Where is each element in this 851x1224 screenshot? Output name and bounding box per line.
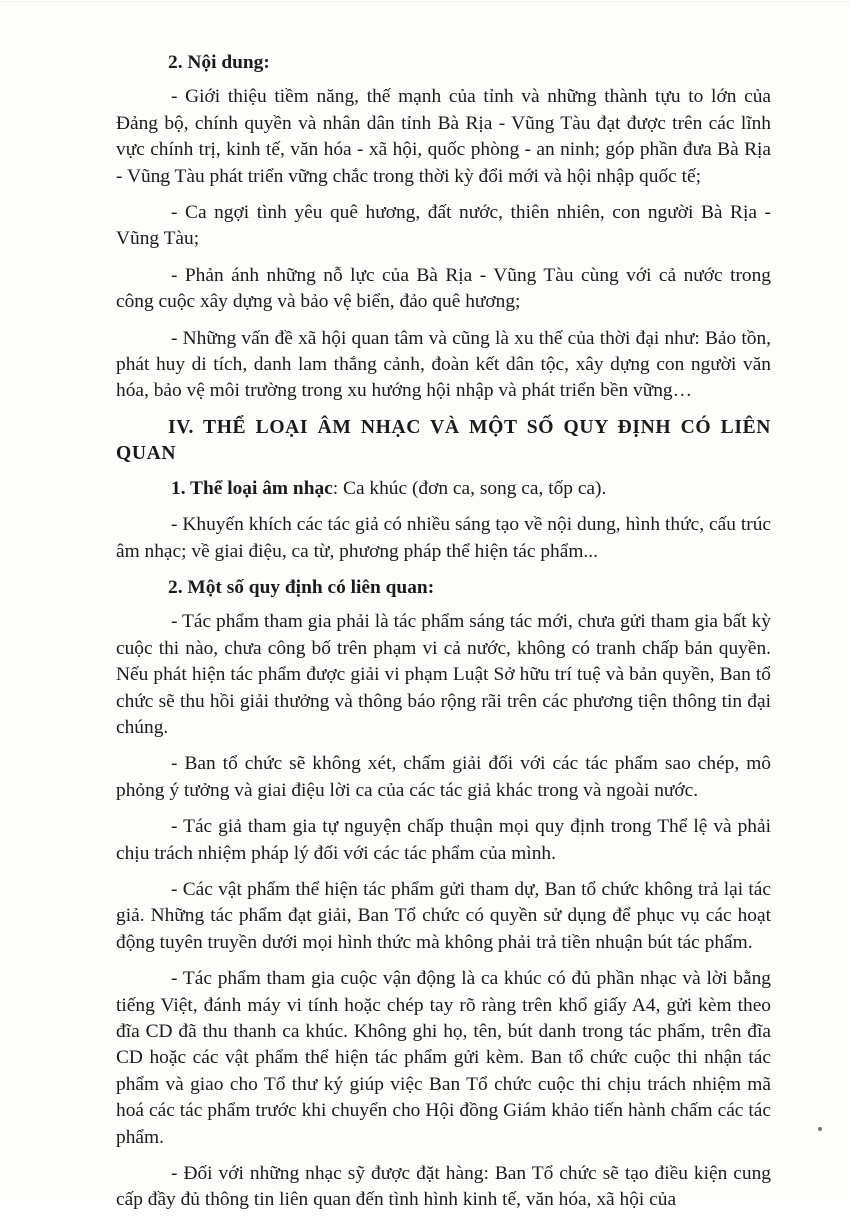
paragraph-the-loai: [116, 476, 771, 502]
paragraph: - Tác giả tham gia tự nguyện chấp thuận mọi quy định trong Thể lệ và phải chịu trách nhiệm pháp lý đối với các tác phẩm của mình.: [116, 816, 771, 864]
paragraph: - Các vật phẩm thể hiện tác phẩm gửi tham dự, Ban tổ chức không trả lại tác giả. Những tác phẩm đạt giải, Ban Tổ chức có quyền sử dụng để phục vụ các hoạt động tuyên truyền dưới mọi hình thức mà không phải trả tiền nhuận bút tác phẩm.: [116, 878, 771, 953]
heading-noi-dung: 2. Nội dung:: [168, 52, 270, 73]
paragraph: - Tác phẩm tham gia cuộc vận động là ca khúc có đủ phần nhạc và lời bằng tiếng Việt, đánh máy vi tính hoặc chép tay rõ ràng trên khổ giấy A4, gửi kèm theo đĩa CD đã thu thanh ca khúc. Không ghi họ, tên, bút danh trong tác phẩm, trên đĩa CD hoặc các vật phẩm thể hiện tác phẩm gửi kèm. Ban tổ chức cuộc thi nhận tác phẩm và giao cho Tổ thư ký giúp việc Ban Tổ chức cuộc thi chịu trách nhiệm mã hoá các tác phẩm trước khi chuyển cho Hội đồng Giám khảo tiến hành chấm các tác phẩm.: [116, 968, 771, 1148]
scan-edge: [0, 1, 851, 2]
paragraph: - Ban tổ chức sẽ không xét, chấm giải đối với các tác phẩm sao chép, mô phỏng ý tưởng và giai điệu lời ca của các tác giả khác trong và ngoài nước.: [116, 753, 771, 801]
paragraph: - Tác phẩm tham gia phải là tác phẩm sáng tác mới, chưa gửi tham gia bất kỳ cuộc thi nào, chưa công bố trên phạm vi cả nước, không có tranh chấp bản quyền. Nếu phát hiện tác phẩm được giải vi phạm Luật Sở hữu trí tuệ và bản quyền, Ban tổ chức sẽ thu hồi giải thưởng và thông báo rộng rãi trên các phương tiện thông tin đại chúng.: [116, 611, 771, 738]
paragraph: - Ca ngợi tình yêu quê hương, đất nước, thiên nhiên, con người Bà Rịa - Vũng Tàu;: [116, 202, 771, 250]
the-loai-value: : Ca khúc (đơn ca, song ca, tốp ca).: [332, 477, 607, 499]
scan-speck: [818, 1127, 822, 1131]
paragraph: - Giới thiệu tiềm năng, thế mạnh của tỉnh và những thành tựu to lớn của Đảng bộ, chính quyền và nhân dân tỉnh Bà Rịa - Vũng Tàu đạt được trên các lĩnh vực chính trị, kinh tế, văn hóa - xã hội, quốc phòng - an ninh; góp phần đưa Bà Rịa - Vũng Tàu phát triển vững chắc trong thời kỳ đổi mới và hội nhập quốc tế;: [116, 86, 771, 187]
section-heading-iv: IV. THỂ LOẠI ÂM NHẠC VÀ MỘT SỐ QUY ĐỊNH CÓ LIÊN QUAN: [116, 416, 771, 465]
heading-quy-dinh: 2. Một số quy định có liên quan:: [168, 576, 435, 598]
paragraph: - Những vấn đề xã hội quan tâm và cũng là xu thế của thời đại như: Bảo tồn, phát huy di tích, danh lam thắng cảnh, đoàn kết dân tộc, xây dựng con người văn hóa, bảo vệ môi trường trong xu hướng hội nhập và phát triển bền vững…: [116, 327, 771, 402]
paragraph: - Khuyến khích các tác giả có nhiều sáng tạo về nội dung, hình thức, cấu trúc âm nhạc; về giai điệu, ca từ, phương pháp thể hiện tác phẩm...: [116, 514, 771, 562]
document-body: [116, 50, 771, 1224]
paragraph: - Đối với những nhạc sỹ được đặt hàng: Ban Tổ chức sẽ tạo điều kiện cung cấp đầy đủ thông tin liên quan đến tình hình kinh tế, văn hóa, xã hội của: [116, 1163, 771, 1211]
paragraph: - Phản ánh những nỗ lực của Bà Rịa - Vũng Tàu cùng với cả nước trong công cuộc xây dựng và bảo vệ biển, đảo quê hương;: [116, 264, 771, 313]
the-loai-label: 1. Thể loại âm nhạc: [171, 477, 333, 499]
